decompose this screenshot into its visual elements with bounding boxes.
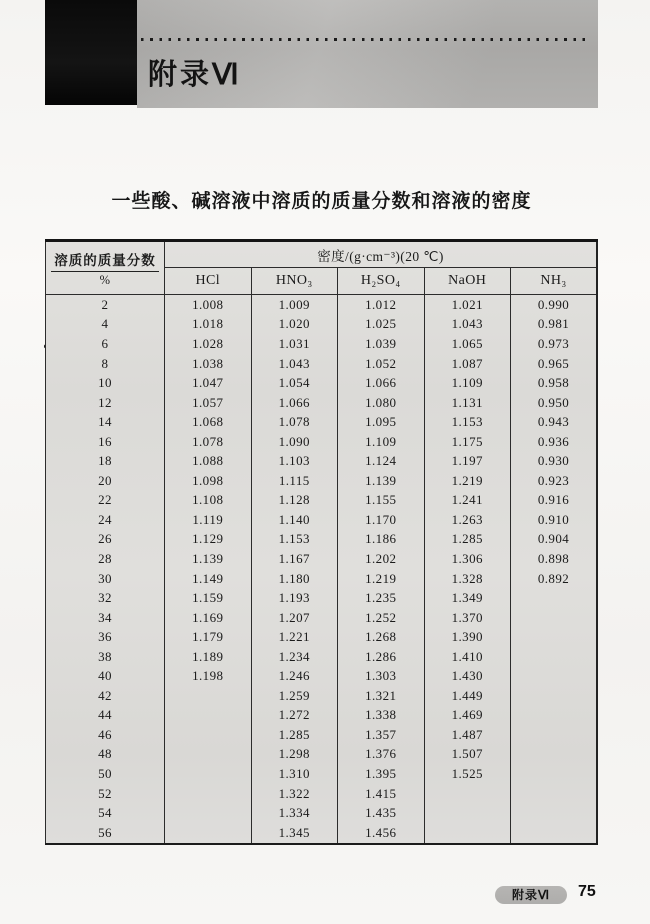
density-cell: 1.115: [251, 471, 338, 491]
density-cell: 1.065: [424, 334, 511, 354]
mass-fraction-cell: 34: [98, 609, 112, 625]
density-cell: 0.973: [511, 334, 598, 354]
table-row: [46, 627, 598, 647]
density-cell: 1.357: [338, 725, 425, 745]
table-row: [46, 686, 598, 706]
density-cell: 1.038: [165, 354, 252, 374]
density-cell: 1.088: [165, 451, 252, 471]
appendix-heading: 附录Ⅵ: [148, 59, 242, 91]
table-row: [46, 803, 598, 823]
density-cell: 1.031: [251, 334, 338, 354]
density-cell: 1.008: [165, 295, 252, 315]
table-row: [46, 608, 598, 628]
density-cell: 0.965: [511, 354, 598, 374]
density-cell: [511, 823, 598, 844]
density-cell: 1.066: [251, 393, 338, 413]
mass-fraction-cell: 56: [98, 824, 112, 840]
mass-fraction-cell: 20: [98, 472, 112, 488]
table-row: [46, 393, 598, 413]
density-cell: 1.449: [424, 686, 511, 706]
density-cell: 1.078: [251, 412, 338, 432]
density-cell: 1.139: [338, 471, 425, 491]
density-cell: 1.149: [165, 569, 252, 589]
density-cell: 1.235: [338, 588, 425, 608]
density-cell: 1.054: [251, 373, 338, 393]
mass-fraction-cell: 10: [98, 375, 112, 391]
density-cell: [511, 608, 598, 628]
density-cell: [511, 745, 598, 765]
density-cell: [165, 725, 252, 745]
density-cell: 1.263: [424, 510, 511, 530]
density-cell: 1.303: [338, 667, 425, 687]
density-cell: 1.395: [338, 764, 425, 784]
density-cell: 1.119: [165, 510, 252, 530]
mass-fraction-cell: 4: [101, 316, 109, 332]
mass-fraction-fraction: [51, 249, 159, 288]
mass-fraction-cell: 14: [98, 414, 112, 430]
density-cell: 1.338: [338, 706, 425, 726]
density-cell: [511, 667, 598, 687]
density-cell: 1.103: [251, 451, 338, 471]
density-cell: 1.153: [424, 412, 511, 432]
density-cell: 1.068: [165, 412, 252, 432]
density-cell: 1.109: [338, 432, 425, 452]
dotted-divider: [141, 38, 592, 41]
density-cell: 1.306: [424, 549, 511, 569]
density-cell: 1.180: [251, 569, 338, 589]
percent-label: %: [99, 272, 111, 287]
table-row: [46, 491, 598, 511]
density-cell: 1.139: [165, 549, 252, 569]
density-cell: 1.310: [251, 764, 338, 784]
mass-fraction-label: 溶质的质量分数: [51, 249, 159, 272]
mass-fraction-cell: 2: [101, 296, 109, 312]
substance-column-header: NaOH: [424, 268, 511, 295]
density-cell: 1.028: [165, 334, 252, 354]
table-row: [46, 334, 598, 354]
table-row: [46, 432, 598, 452]
density-cell: 0.892: [511, 569, 598, 589]
mass-fraction-cell: 28: [98, 550, 112, 566]
density-cell: 1.021: [424, 295, 511, 315]
density-cell: 1.285: [251, 725, 338, 745]
density-cell: 1.039: [338, 334, 425, 354]
density-cell: 1.507: [424, 745, 511, 765]
density-cell: 1.246: [251, 667, 338, 687]
density-cell: 1.043: [424, 315, 511, 335]
density-cell: 1.328: [424, 569, 511, 589]
density-cell: 1.009: [251, 295, 338, 315]
mass-fraction-cell: 50: [98, 766, 112, 781]
density-cell: 1.349: [424, 588, 511, 608]
density-cell: 1.321: [338, 686, 425, 706]
density-cell: [165, 686, 252, 706]
density-cell: 0.950: [511, 393, 598, 413]
density-cell: 1.153: [251, 530, 338, 550]
density-cell: [511, 647, 598, 667]
mass-fraction-cell: 22: [98, 492, 112, 508]
density-cell: 1.080: [338, 393, 425, 413]
density-cell: [165, 706, 252, 726]
density-cell: 1.259: [251, 686, 338, 706]
density-cell: [511, 706, 598, 726]
table-row: [46, 764, 598, 784]
density-cell: 1.090: [251, 432, 338, 452]
density-cell: 1.525: [424, 764, 511, 784]
table-row: [46, 706, 598, 726]
density-cell: 1.207: [251, 608, 338, 628]
header-black-block: [45, 0, 137, 105]
density-cell: 0.981: [511, 315, 598, 335]
density-cell: 1.186: [338, 530, 425, 550]
density-cell: [511, 803, 598, 823]
density-cell: 1.456: [338, 823, 425, 844]
density-cell: 1.095: [338, 412, 425, 432]
density-cell: 1.098: [165, 471, 252, 491]
table-row: [46, 549, 598, 569]
density-cell: 1.020: [251, 315, 338, 335]
density-cell: 1.435: [338, 803, 425, 823]
density-cell: 0.898: [511, 549, 598, 569]
table-row: [46, 412, 598, 432]
density-cell: 1.376: [338, 745, 425, 765]
density-cell: [165, 745, 252, 765]
table-row: [46, 373, 598, 393]
table-row: [46, 451, 598, 471]
density-cell: 1.025: [338, 315, 425, 335]
density-cell: 0.958: [511, 373, 598, 393]
density-cell: 0.904: [511, 530, 598, 550]
density-cell: 0.943: [511, 412, 598, 432]
density-cell: [511, 784, 598, 804]
density-cell: 1.159: [165, 588, 252, 608]
substance-column-header: HNO₃: [251, 268, 338, 295]
substance-column-header: HCl: [165, 268, 252, 295]
density-cell: 1.057: [165, 393, 252, 413]
mass-fraction-cell: 12: [98, 394, 112, 410]
density-cell: 1.298: [251, 745, 338, 765]
table-row: [46, 315, 598, 335]
density-header: 密度/(g·cm⁻³)(20 ℃): [165, 241, 598, 268]
density-cell: 1.430: [424, 667, 511, 687]
table-row: [46, 530, 598, 550]
table-row: [46, 784, 598, 804]
density-cell: 1.175: [424, 432, 511, 452]
density-cell: 1.140: [251, 510, 338, 530]
mass-fraction-cell: 18: [98, 453, 112, 469]
mass-fraction-cell: 46: [98, 726, 112, 742]
density-cell: 1.410: [424, 647, 511, 667]
table-row: [46, 745, 598, 765]
mass-fraction-cell: 6: [101, 335, 109, 351]
density-cell: 0.923: [511, 471, 598, 491]
density-cell: 1.128: [251, 491, 338, 511]
density-cell: 1.370: [424, 608, 511, 628]
table-row: [46, 725, 598, 745]
density-cell: 1.272: [251, 706, 338, 726]
density-cell: 1.193: [251, 588, 338, 608]
density-cell: 1.390: [424, 627, 511, 647]
table-row: [46, 569, 598, 589]
density-cell: 1.415: [338, 784, 425, 804]
density-cell: [424, 803, 511, 823]
density-cell: 1.189: [165, 647, 252, 667]
mass-fraction-cell: 44: [98, 707, 112, 723]
density-cell: 1.108: [165, 491, 252, 511]
mass-fraction-cell: 52: [98, 785, 112, 801]
density-cell: 1.170: [338, 510, 425, 530]
density-cell: 1.241: [424, 491, 511, 511]
substance-column-header: NH₃: [511, 268, 598, 295]
density-table: [45, 239, 598, 845]
table-row: [46, 647, 598, 667]
density-cell: 1.169: [165, 608, 252, 628]
mass-fraction-cell: 40: [98, 668, 112, 684]
table-row: [46, 667, 598, 687]
density-cell: [165, 764, 252, 784]
density-cell: 1.286: [338, 647, 425, 667]
mass-fraction-cell: 36: [98, 629, 112, 645]
density-cell: [424, 823, 511, 844]
density-cell: 1.066: [338, 373, 425, 393]
density-cell: 1.052: [338, 354, 425, 374]
density-cell: 1.012: [338, 295, 425, 315]
density-cell: [165, 803, 252, 823]
density-cell: 1.047: [165, 373, 252, 393]
density-cell: 1.221: [251, 627, 338, 647]
density-cell: [511, 588, 598, 608]
density-cell: 1.334: [251, 803, 338, 823]
table-body: [46, 295, 598, 845]
density-cell: [165, 784, 252, 804]
density-cell: [424, 784, 511, 804]
density-cell: 1.179: [165, 627, 252, 647]
density-cell: 1.202: [338, 549, 425, 569]
mass-fraction-cell: 8: [101, 355, 109, 371]
page-number: 75: [578, 883, 596, 900]
density-cell: 0.910: [511, 510, 598, 530]
density-cell: 1.018: [165, 315, 252, 335]
mass-fraction-cell: 38: [98, 648, 112, 664]
table-row: [46, 295, 598, 315]
footer-appendix-badge: 附录Ⅵ: [495, 886, 567, 904]
document-title: 一些酸、碱溶液中溶质的质量分数和溶液的密度: [111, 191, 532, 212]
density-cell: 1.234: [251, 647, 338, 667]
density-cell: [511, 627, 598, 647]
density-cell: 1.124: [338, 451, 425, 471]
density-cell: 1.197: [424, 451, 511, 471]
density-cell: 0.990: [511, 295, 598, 315]
mass-fraction-cell: 48: [98, 746, 112, 762]
density-cell: 1.219: [424, 471, 511, 491]
density-header-row: [46, 241, 598, 268]
density-cell: [511, 686, 598, 706]
density-cell: 1.219: [338, 569, 425, 589]
density-cell: 1.129: [165, 530, 252, 550]
density-cell: 1.198: [165, 667, 252, 687]
density-cell: 0.930: [511, 451, 598, 471]
density-cell: 1.469: [424, 706, 511, 726]
mass-fraction-cell: 32: [98, 590, 112, 606]
mass-fraction-cell: 54: [98, 805, 112, 821]
density-cell: 1.078: [165, 432, 252, 452]
header-banner: [137, 0, 598, 108]
table-row: [46, 823, 598, 844]
density-cell: 1.252: [338, 608, 425, 628]
density-cell: 1.131: [424, 393, 511, 413]
density-cell: 1.345: [251, 823, 338, 844]
density-cell: 1.087: [424, 354, 511, 374]
density-cell: 1.322: [251, 784, 338, 804]
density-cell: 1.155: [338, 491, 425, 511]
substance-column-header: H₂SO₄: [338, 268, 425, 295]
density-cell: [165, 823, 252, 844]
density-cell: 1.109: [424, 373, 511, 393]
density-cell: [511, 725, 598, 745]
table-row: [46, 354, 598, 374]
density-cell: 1.285: [424, 530, 511, 550]
table-row: [46, 510, 598, 530]
table-row: [46, 471, 598, 491]
mass-fraction-cell: 30: [98, 570, 112, 586]
mass-fraction-cell: 42: [98, 687, 112, 703]
mass-fraction-cell: 16: [98, 433, 112, 449]
table-row: [46, 588, 598, 608]
density-cell: 1.487: [424, 725, 511, 745]
mass-fraction-header: [46, 241, 165, 295]
density-cell: 1.167: [251, 549, 338, 569]
density-cell: [511, 764, 598, 784]
density-cell: 1.268: [338, 627, 425, 647]
density-cell: 1.043: [251, 354, 338, 374]
density-cell: 0.936: [511, 432, 598, 452]
density-cell: 0.916: [511, 491, 598, 511]
mass-fraction-cell: 24: [98, 511, 112, 527]
mass-fraction-cell: 26: [98, 531, 112, 547]
